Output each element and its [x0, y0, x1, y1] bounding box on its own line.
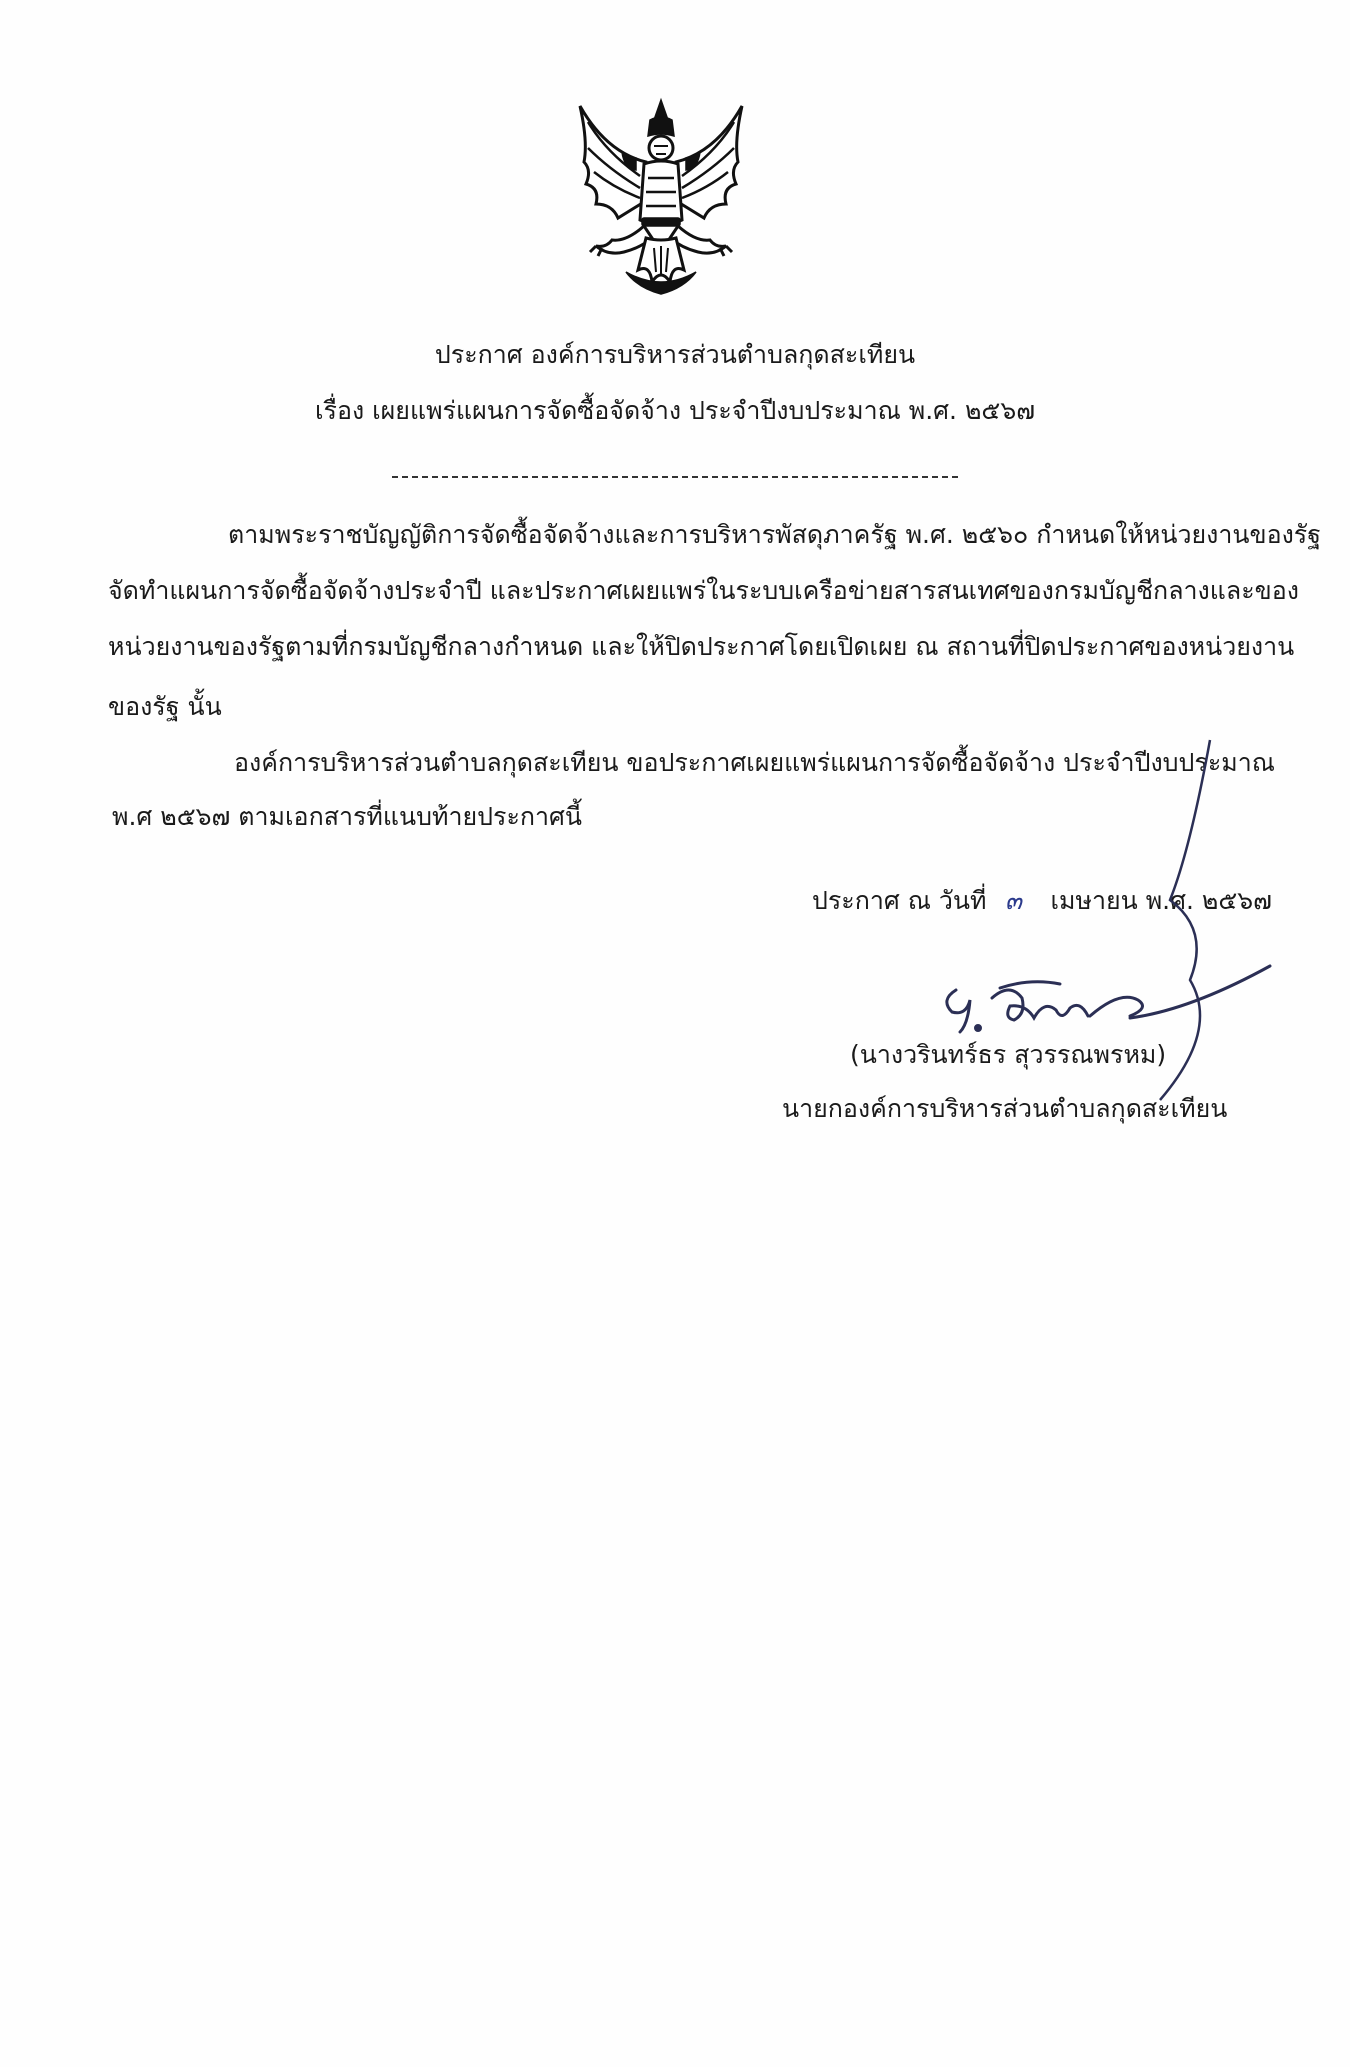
- document-subject: เรื่อง เผยแพร่แผนการจัดซื้อจัดจ้าง ประจำปีงบประมาณ พ.ศ. ๒๕๖๗: [314, 396, 1036, 425]
- paragraph2-line1: องค์การบริหารส่วนตำบลกุดสะเทียน ขอประกาศเผยแพร่แผนการจัดซื้อจัดจ้าง ประจำปีงบประมาณ: [234, 748, 1275, 777]
- signer-position: นายกองค์การบริหารส่วนตำบลกุดสะเทียน: [782, 1094, 1228, 1123]
- paragraph1-line1: ตามพระราชบัญญัติการจัดซื้อจัดจ้างและการบริหารพัสดุภาครัฐ พ.ศ. ๒๕๖๐ กำหนดให้หน่วยงานของรัฐ: [228, 520, 1322, 549]
- date-month-year: เมษายน พ.ศ. ๒๕๖๗: [1050, 886, 1272, 915]
- date-prefix: ประกาศ ณ วันที่: [812, 886, 987, 915]
- paragraph2-line2: พ.ศ ๒๕๖๗ ตามเอกสารที่แนบท้ายประกาศนี้: [112, 802, 583, 831]
- date-day: ๓: [1004, 886, 1023, 915]
- paragraph1-line2: จัดทำแผนการจัดซื้อจัดจ้างประจำปี และประกาศเผยแพร่ในระบบเครือข่ายสารสนเทศของกรมบัญชีกลางและของ: [108, 576, 1299, 605]
- paragraph1-line3: หน่วยงานของรัฐตามที่กรมบัญชีกลางกำหนด และให้ปิดประกาศโดยเปิดเผย ณ สถานที่ปิดประกาศของหน่วยงาน: [108, 632, 1295, 661]
- signer-name: (นางวรินทร์ธร สุวรรณพรหม): [850, 1040, 1167, 1069]
- paragraph1-line4: ของรัฐ นั้น: [108, 692, 222, 721]
- garuda-emblem-icon: [566, 92, 756, 300]
- separator-line: [392, 476, 958, 478]
- document-title: ประกาศ องค์การบริหารส่วนตำบลกุดสะเทียน: [434, 340, 916, 369]
